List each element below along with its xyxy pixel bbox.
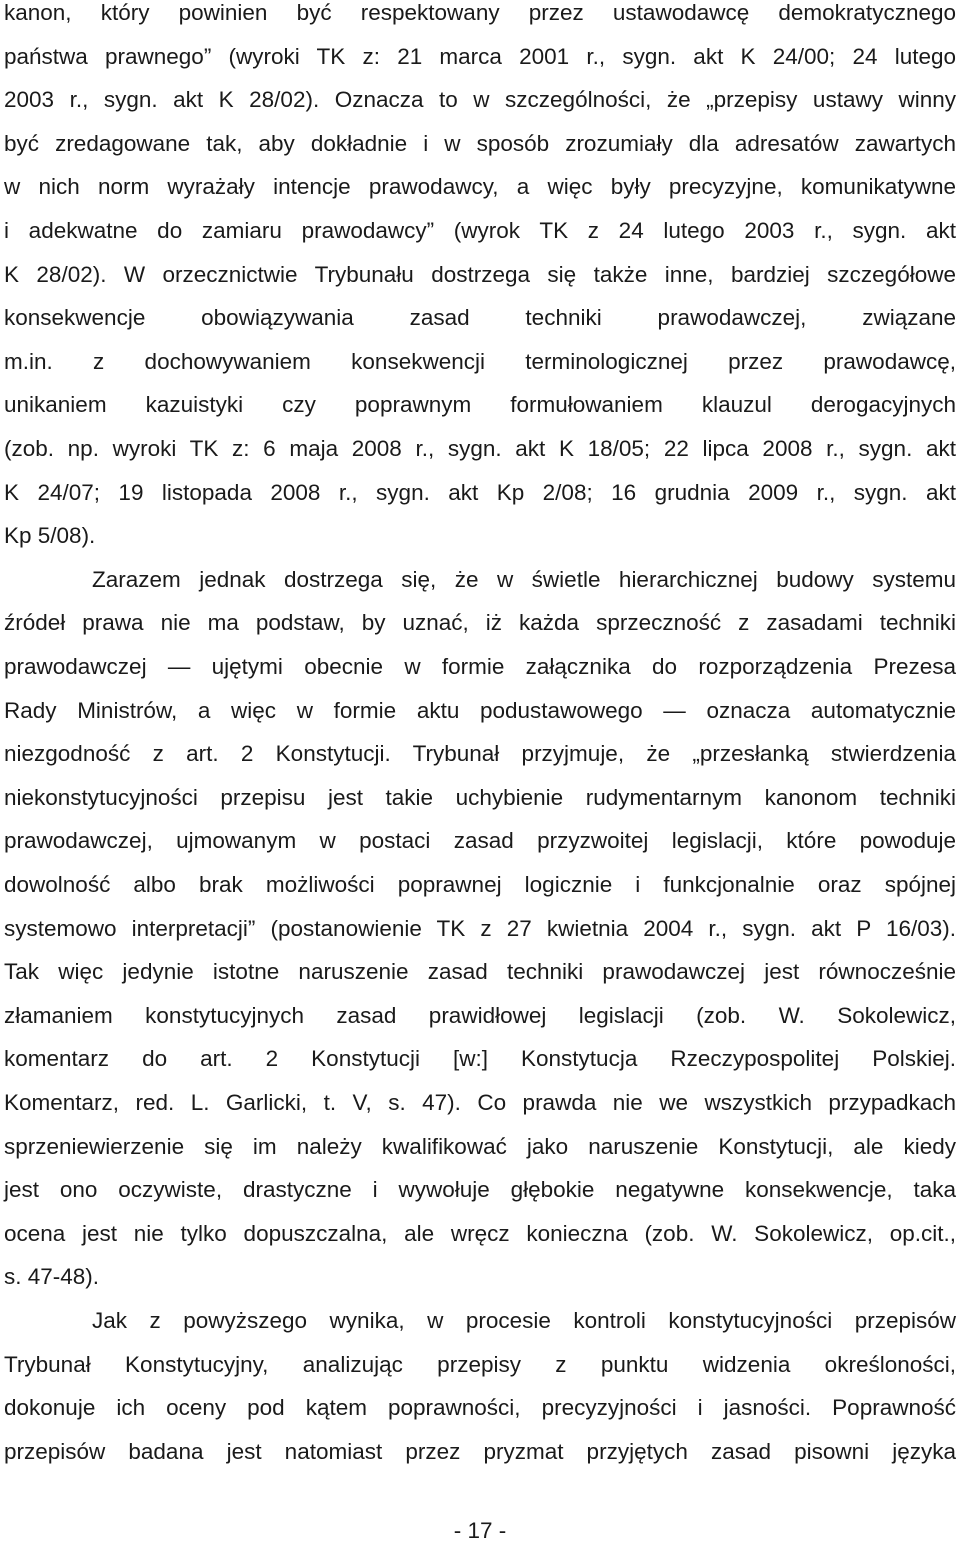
text-line: prawodawczej — ujętymi obecnie w formie załącznika do rozporządzenia Prezesa [4,654,956,679]
text-line: być zredagowane tak, aby dokładnie i w sposób zrozumiały dla adresatów zawartych [4,130,956,156]
text-line: (zob. np. wyroki TK z: 6 maja 2008 r., sygn. akt K 18/05; 22 lipca 2008 r., sygn. akt [4,436,956,461]
text-line: dowolność albo brak możliwości poprawnej logicznie i funkcjonalnie oraz spójnej [4,872,956,897]
text-line: dokonuje ich oceny pod kątem poprawności, precyzyjności i jasności. Poprawność [4,1395,956,1421]
text-line: Jak z powyższego wynika, w procesie kontroli konstytucyjności przepisów [92,1308,956,1333]
text-line: 2003 r., sygn. akt K 28/02). Oznacza to w szczególności, że „przepisy ustawy winny [4,87,956,113]
text-line: Komentarz, red. L. Garlicki, t. V, s. 47). Co prawda nie we wszystkich przypadkach [4,1090,956,1115]
text-line: konsekwencje obowiązywania zasad techniki prawodawczej, związane [4,305,956,331]
text-line: w nich norm wyrażały intencje prawodawcy, a więc były precyzyjne, komunikatywne [4,174,956,200]
text-line: K 24/07; 19 listopada 2008 r., sygn. akt Kp 2/08; 16 grudnia 2009 r., sygn. akt [4,479,956,505]
text-line: źródeł prawa nie ma podstaw, by uznać, iż każda sprzeczność z zasadami techniki [4,610,956,636]
text-line: m.in. z dochowywaniem konsekwencji terminologicznej przez prawodawcę, [4,348,956,374]
text-line: Kp 5/08). [4,523,96,549]
text-line: unikaniem kazuistyki czy poprawnym formułowaniem klauzul derogacyjnych [4,392,956,418]
text-line: sprzeniewierzenie się im należy kwalifikować jako naruszenie Konstytucji, ale kiedy [4,1133,956,1159]
text-line: kanon, który powinien być respektowany przez ustawodawcę demokratycznego [4,0,956,25]
text-line: ocena jest nie tylko dopuszczalna, ale wręcz konieczna (zob. W. Sokolewicz, op.cit., [4,1220,956,1246]
text-line: systemowo interpretacji” (postanowienie TK z 27 kwietnia 2004 r., sygn. akt P 16/03). [4,915,956,941]
text-line: K 28/02). W orzecznictwie Trybunału dostrzega się także inne, bardziej szczegółowe [4,261,956,287]
text-line: Tak więc jedynie istotne naruszenie zasad techniki prawodawczej jest równocześnie [4,959,956,985]
text-line: jest ono oczywiste, drastyczne i wywołuje głębokie negatywne konsekwencje, taka [4,1177,956,1203]
text-line: niezgodność z art. 2 Konstytucji. Trybunał przyjmuje, że „przesłanką stwierdzenia [4,741,956,767]
text-line: niekonstytucyjności przepisu jest takie uchybienie rudymentarnym kanonom techniki [4,784,956,810]
text-line: s. 47-48). [4,1264,100,1290]
text-line: i adekwatne do zamiaru prawodawcy” (wyrok TK z 24 lutego 2003 r., sygn. akt [4,218,956,243]
page-number: - 17 - [453,1518,507,1543]
text-line: Rady Ministrów, a więc w formie aktu podustawowego — oznacza automatycznie [4,697,956,723]
text-line: przepisów badana jest natomiast przez pryzmat przyjętych zasad pisowni języka [4,1438,956,1464]
text-line: państwa prawnego” (wyroki TK z: 21 marca 2001 r., sygn. akt K 24/00; 24 lutego [4,43,956,69]
text-line: prawodawczej, ujmowanym w postaci zasad przyzwoitej legislacji, które powoduje [4,828,956,854]
text-line: Zarazem jednak dostrzega się, że w świetle hierarchicznej budowy systemu [92,566,956,592]
text-line: Trybunał Konstytucyjny, analizując przepisy z punktu widzenia określoności, [4,1351,956,1377]
text-line: komentarz do art. 2 Konstytucji [w:] Konstytucja Rzeczypospolitej Polskiej. [4,1046,956,1072]
text-line: złamaniem konstytucyjnych zasad prawidłowej legislacji (zob. W. Sokolewicz, [4,1002,956,1028]
